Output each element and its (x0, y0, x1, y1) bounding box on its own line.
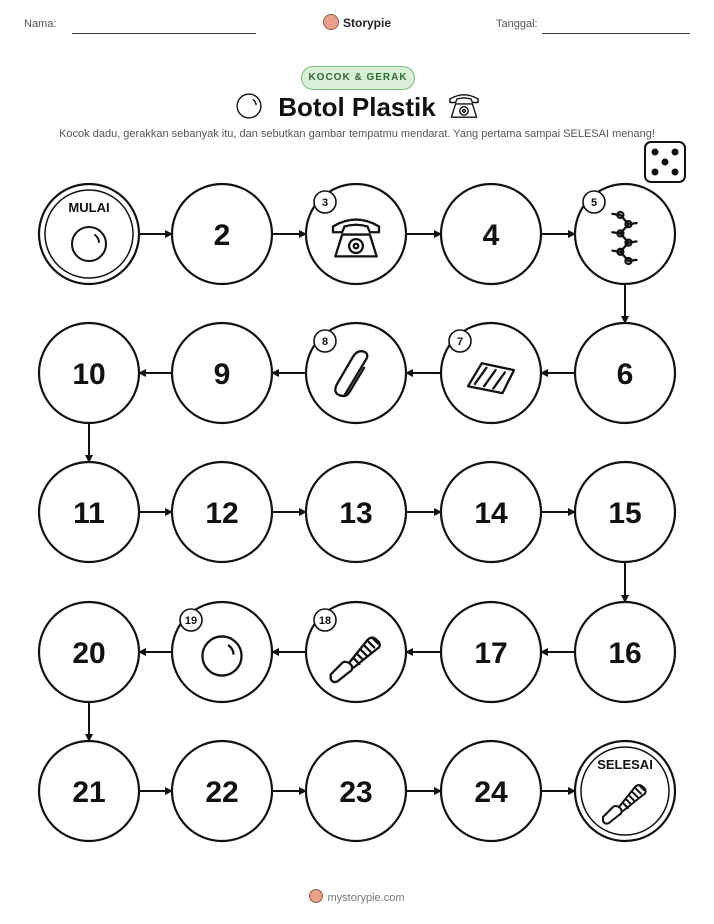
board-space (575, 184, 675, 284)
space-number-badge: 8 (321, 336, 329, 348)
space-number-badge: 7 (456, 336, 464, 348)
finish-label: SELESAI (597, 757, 653, 772)
space-number: 12 (205, 497, 239, 530)
board-space (441, 602, 541, 702)
space-number: 23 (339, 776, 373, 809)
space-number: 6 (616, 358, 634, 391)
brand-name: Storypie (342, 16, 391, 30)
instructions: Kocok dadu, gerakkan sebanyak itu, dan sebutkan gambar tempatmu mendarat. Yang pertama sampai SELESAI menang! (59, 128, 655, 140)
footer-url: mystorypie.com (327, 892, 405, 904)
space-number: 22 (205, 776, 239, 809)
board-space (172, 323, 272, 423)
board-space (39, 323, 139, 423)
board-space (306, 602, 406, 702)
board-space (172, 602, 272, 702)
space-number: 4 (482, 219, 500, 252)
space-number: 16 (608, 637, 642, 670)
board-space (39, 602, 139, 702)
telephone-icon (450, 95, 478, 117)
activity-tag: KOCOK & GERAK (301, 66, 415, 90)
space-number-badge: 3 (321, 197, 329, 209)
space-number-badge: 19 (184, 615, 198, 627)
board-space (575, 602, 675, 702)
space-number: 24 (474, 776, 508, 809)
space-number: 9 (213, 358, 231, 391)
space-number: 10 (72, 358, 106, 391)
board-space (441, 462, 541, 562)
board-space (306, 184, 406, 284)
space-number-badge: 18 (318, 615, 332, 627)
board-space (575, 462, 675, 562)
space-number-badge: 5 (590, 197, 598, 209)
board-space (39, 741, 139, 841)
finish-space (575, 741, 675, 841)
page-title: Botol Plastik (278, 92, 436, 122)
space-number: 15 (608, 497, 642, 530)
space-number: 20 (72, 637, 106, 670)
board-space (441, 323, 541, 423)
space-number: 11 (73, 497, 105, 530)
board-space (172, 184, 272, 284)
board-space (172, 741, 272, 841)
bubble-icon (237, 94, 261, 118)
board-space (306, 741, 406, 841)
start-label: MULAI (68, 200, 110, 215)
board-space (39, 462, 139, 562)
space-number: 2 (213, 219, 231, 252)
footer (0, 889, 714, 904)
space-number: 13 (339, 497, 373, 530)
name-label: Nama: (24, 18, 57, 30)
board-space (172, 462, 272, 562)
board-space (575, 323, 675, 423)
board-space (441, 741, 541, 841)
date-label: Tanggal: (496, 18, 538, 30)
storypie-icon (309, 889, 323, 903)
board-space (306, 323, 406, 423)
space-number: 14 (474, 497, 508, 530)
board-space (441, 184, 541, 284)
board-space (306, 462, 406, 562)
space-number: 17 (474, 637, 508, 670)
space-number: 21 (72, 776, 106, 809)
start-space (39, 184, 139, 284)
dice-icon (645, 142, 685, 182)
